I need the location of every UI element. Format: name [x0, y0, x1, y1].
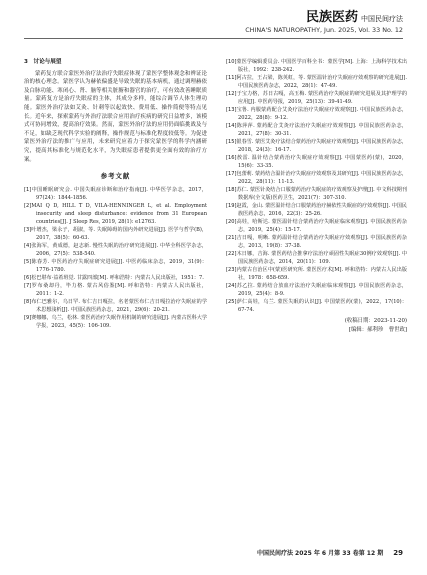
references-heading: 参考文献	[100, 172, 131, 181]
reference-item	[226, 122, 407, 138]
references-list-right	[226, 58, 407, 314]
reference-item	[226, 298, 407, 314]
reference-item	[24, 298, 207, 314]
page-footer	[257, 548, 403, 557]
left-column	[24, 58, 207, 330]
reference-item	[226, 138, 407, 154]
reference-number: [25]	[226, 299, 237, 305]
footer-journal-text: 中国民间疗法 2025 年 6 月第 33 卷第 12 期	[256, 550, 384, 557]
reference-item	[226, 218, 407, 234]
reference-number: [19]	[226, 203, 237, 209]
reference-item	[226, 250, 407, 266]
reference-number: [14]	[226, 123, 237, 129]
reference-number: [21]	[226, 235, 237, 241]
reference-item	[226, 106, 407, 122]
page-number: 29	[393, 549, 403, 557]
reference-text: 赛娜娜，乌兰，松林. 蒙医药治疗失眠作用机制的研究进展[J]. 内蒙古医科大学学报，2023，45(5)：106-109.	[31, 314, 207, 329]
reference-number: [24]	[226, 283, 237, 289]
reference-number: [1]	[24, 186, 32, 193]
reference-item	[226, 74, 407, 90]
reference-number: [23]	[226, 267, 237, 273]
reference-text: 松巴堪布·益希班觉. 甘露四部[M]. 呼和浩特：内蒙古人民出版社，1951：7.	[31, 274, 204, 281]
reference-number: [11]	[226, 75, 237, 81]
editor-credit: [编辑：郝利珍 曹世政]	[348, 326, 407, 333]
reference-text: 银春雪. 蒙医艾灸疗法结合蒙药治疗失眠症疗效观察[J]. 中国民族医药杂志，2018，24(3)：16-17.	[236, 139, 407, 153]
logo-main-text: 民族医药	[305, 10, 358, 25]
reference-text: 于宝力格，苏日古嘎，高玉梅. 蒙医药治疗失眠症的研究进展及其护理学的应用[J]. 中医药导报，2019，25(13)：39-41-49.	[236, 91, 407, 105]
reference-text: 陈萍萍. 蒙药配合艾灸疗法治疗失眠症疗效观察[J]. 中国民族医药杂志，2021，27(8)：30-31.	[236, 123, 407, 137]
reference-number: [3]	[24, 226, 32, 233]
reference-number: [18]	[226, 187, 237, 193]
reference-text: 中国睡眠研究会. 中国失眠症诊断和治疗指南[J]. 中华医学杂志，2017，97(24)：1844-1856.	[31, 186, 207, 201]
reference-number: [12]	[226, 91, 237, 97]
reference-item	[226, 170, 407, 186]
reference-text: 吉日嘎，明晰. 蒙药温针结合蒙药治疗失眠症疗效观察[J]. 中国民族医药杂志，2013，19(8)：37-38.	[236, 235, 407, 249]
reference-item	[226, 266, 407, 282]
reference-number: [20]	[226, 219, 237, 225]
reference-item	[24, 186, 207, 202]
reference-text: 苏仁. 蒙医针灸结合口服蒙药治疗失眠症的疗效观察及护理[J]. 中文科技期刊数据库(全文版)医药卫生，2021(7)：307-310.	[236, 187, 407, 201]
reference-number: [17]	[226, 171, 237, 177]
reference-item	[24, 242, 207, 258]
journal-logo	[306, 6, 403, 25]
reference-text: 罗布桑却丹，毕力格. 蒙古风俗鉴[M]. 呼和浩特：内蒙古人民出版社，2011：1-2.	[31, 282, 207, 297]
section-title: 3 讨论与展望	[24, 59, 62, 65]
page-header	[0, 0, 427, 52]
reference-number: [9]	[24, 314, 32, 321]
reference-item	[24, 314, 207, 330]
reference-item	[226, 154, 407, 170]
journal-citation-line: CHINA'S NATUROPATHY, Jun. 2025, Vol. 33 No. 12	[245, 26, 403, 34]
reference-item	[226, 282, 407, 298]
reference-number: [7]	[24, 282, 32, 289]
header-rule	[24, 38, 403, 39]
reference-item	[226, 186, 407, 202]
reference-number: [6]	[24, 274, 32, 281]
reference-text: 陈春芳. 中医药治疗失眠症研究进展[J]. 中医药临床杂志，2019，31(9)：1776-1780.	[31, 258, 207, 273]
reference-number: [8]	[24, 298, 32, 305]
reference-text: 苏乙拉. 蒙药结合放血疗法治疗失眠症临床观察[J]. 中国民族医药杂志，2019，25(4)：8-9.	[236, 283, 407, 297]
reference-number: [22]	[226, 251, 237, 257]
reference-text: 布仁巴雅尔，乌日罕. 布仁吉日嘎拉，名老蒙医布仁吉日嘎拉治疗失眠症的学术思想浅析[J]. 中国民族医药杂志，2021，29(6)：20-21.	[31, 298, 207, 313]
reference-number: [2]	[24, 202, 32, 209]
reference-text: 宝鲁. 内服蒙药配合艾灸疗法治疗失眠症疗效观察[J]. 中国民族医药杂志，2022，28(8)：9-12.	[236, 107, 407, 121]
reference-number: [10]	[226, 59, 237, 65]
reference-text: 萨仁高娃，乌兰. 蒙医失眠的认识[J]. 中国蒙医药(蒙)，2022，17(10)：67-74.	[236, 299, 407, 313]
discussion-paragraph: 蒙药复方联合蒙医外治疗法治疗失眠症体现了蒙医学整体观念和辨证论治的核心理念。蒙医学认为赫依偏盛是导致失眠的基本病机，通过调理赫依及白脉功能、寒闭心、肾、脑等相关脏腑和器官的治疗，可有效改善睡眠质量。蒙药复方是治疗失眠症的主体，其成分多样，能综合调节人体生理功能。蒙医外治疗法如艾灸、针刺等以起效快、费用低、操作简便等特点见长。近年来，探索蒙药与外治疗法联合应用治疗疾病的研究日益增多，该模式可协同增效，提高治疗效果。然而，蒙医外治疗法的应用仍面临挑战及与不足，如缺乏现代科学实验的阐释，操作规范与标准化程度较低等。为促进蒙医外治疗法的推广与应用，未来研究应着力于探究蒙医学的科学内涵研究，提高其标准化与规范化水平，为失眠症患者提供更全面有效的治疗方案。	[24, 70, 207, 163]
reference-number: [4]	[24, 242, 32, 249]
reference-text: 包蕾莉. 蒙药结合温针治疗失眠症疗效观察及其研究[J]. 中国民族医药杂志，2022，28(11)：11-13.	[236, 171, 407, 185]
right-column	[226, 58, 407, 334]
received-date: (收稿日期：2023-11-20)	[344, 318, 407, 324]
reference-item	[226, 90, 407, 106]
reference-item	[24, 274, 207, 282]
reference-text: 蒙医学编辑委员会. 中国医学百科全书：蒙医学[M]. 上海：上海科学技术出版社，1992：238-242.	[236, 59, 407, 73]
reference-item	[226, 58, 407, 74]
reference-item	[24, 202, 207, 226]
reference-item	[226, 202, 407, 218]
reference-item	[24, 258, 207, 274]
reference-item	[226, 234, 407, 250]
reference-text: 张海军，黄成德，赵志新. 慢性失眠的治疗研究进展[J]. 中华全科医学杂志，2006，27(5)：538-540.	[31, 242, 207, 257]
reference-text: 阿古拉，王占梁，陈英虹，等. 蒙医温针治疗失眠症疗效观察的研究进展[J]. 中国民族医药杂志，2022，28(1)：47-49.	[236, 75, 407, 89]
logo-sub-text: 中国民间疗法	[361, 15, 403, 23]
reference-item	[24, 226, 207, 242]
reference-text: 内蒙古自治区中(蒙)医研究所. 蒙医医疗术[M]. 呼和浩特：内蒙古人民出版社，1978：658-659.	[236, 267, 407, 281]
reference-number: [13]	[226, 107, 237, 113]
reference-text: 高娃，哈斯达. 蒙医温针结合蒙药治疗失眠症临床观察[J]. 中国民族医药杂志，2019，25(4)：15-17.	[236, 219, 407, 233]
reference-text: 赵霞，金山. 蒙医温针结合口服蒙药治疗赫依性失眠症的疗效观察[J]. 中国民族医药杂志，2016，22(3)：25-26.	[236, 203, 407, 217]
reference-text: MAI Q D, HILL T D, VILA-HENNINGER L, et al. Employment insecurity and sleep disturbance: evidence from 31 European countries[J]. J Sleep Res, 2019, 28(1): e12763.	[31, 202, 207, 225]
reference-number: [16]	[226, 155, 237, 161]
reference-number: [5]	[24, 258, 32, 265]
reference-number: [15]	[226, 139, 237, 145]
reference-text: 敖雷. 温针结合蒙药治疗失眠症疗效观察[J]. 中国蒙医药(蒙)，2020，15(6)：33-35.	[236, 155, 407, 169]
reference-text: 叶增杰，梁永子，胡淑，等. 失眠障碍的国内外研究进展[J]. 医学与哲学(B)，2017，38(5)：60-63.	[31, 226, 207, 241]
reference-text: 木日娜，吉海. 蒙医药结合推拿疗法治疗顽固性失眠症30例疗效观察[J]. 中国民族医药杂志，2014，20(11)：109.	[236, 251, 407, 265]
reference-item	[24, 282, 207, 298]
references-list-left	[24, 186, 207, 330]
